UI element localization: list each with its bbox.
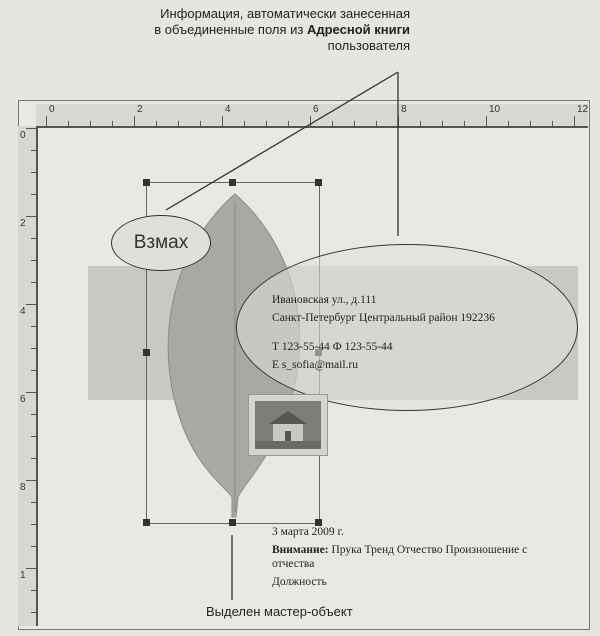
ruler-h-label: 10 bbox=[489, 104, 501, 115]
ruler-v-label: 8 bbox=[20, 482, 26, 493]
ruler-h-label: 4 bbox=[225, 104, 231, 115]
address-email: E s_sofia@mail.ru bbox=[272, 359, 358, 371]
callout-address-book: Адресной книги bbox=[306, 22, 410, 37]
ruler-h-label: 0 bbox=[49, 104, 55, 115]
ruler-v-label: 4 bbox=[20, 306, 26, 317]
document-line-3: Должность bbox=[272, 576, 327, 588]
address-street: Ивановская ул., д.111 bbox=[272, 294, 377, 306]
attention-label: Внимание: bbox=[272, 544, 329, 556]
callout-line-1: Информация, автоматически занесенная bbox=[160, 6, 410, 21]
document-line-2: отчества bbox=[272, 558, 315, 570]
callout-line-2-prefix: в объединенные поля из bbox=[154, 22, 307, 37]
ruler-h-label: 12 bbox=[577, 104, 589, 115]
company-name: Взмах bbox=[133, 232, 189, 253]
attention-text: Прука Тренд Отчество Произношение с bbox=[328, 544, 528, 556]
address-city: Санкт-Петербург Центральный район 192236 bbox=[272, 312, 495, 324]
ruler-v-label: 1 bbox=[20, 570, 26, 581]
ruler-v-label: 6 bbox=[20, 394, 26, 405]
document-date: 3 марта 2009 г. bbox=[272, 526, 344, 538]
callout-master-object: Выделен мастер-объект bbox=[206, 604, 353, 619]
ruler-h-label: 6 bbox=[313, 104, 319, 115]
callout-line-3: пользователя bbox=[327, 38, 410, 53]
ruler-h-label: 2 bbox=[137, 104, 143, 115]
ruler-h-label: 8 bbox=[401, 104, 407, 115]
address-phones: Т 123-55-44 Ф 123-55-44 bbox=[272, 341, 393, 353]
ruler-v-label: 0 bbox=[20, 130, 26, 141]
ruler-v-label: 2 bbox=[20, 218, 26, 229]
